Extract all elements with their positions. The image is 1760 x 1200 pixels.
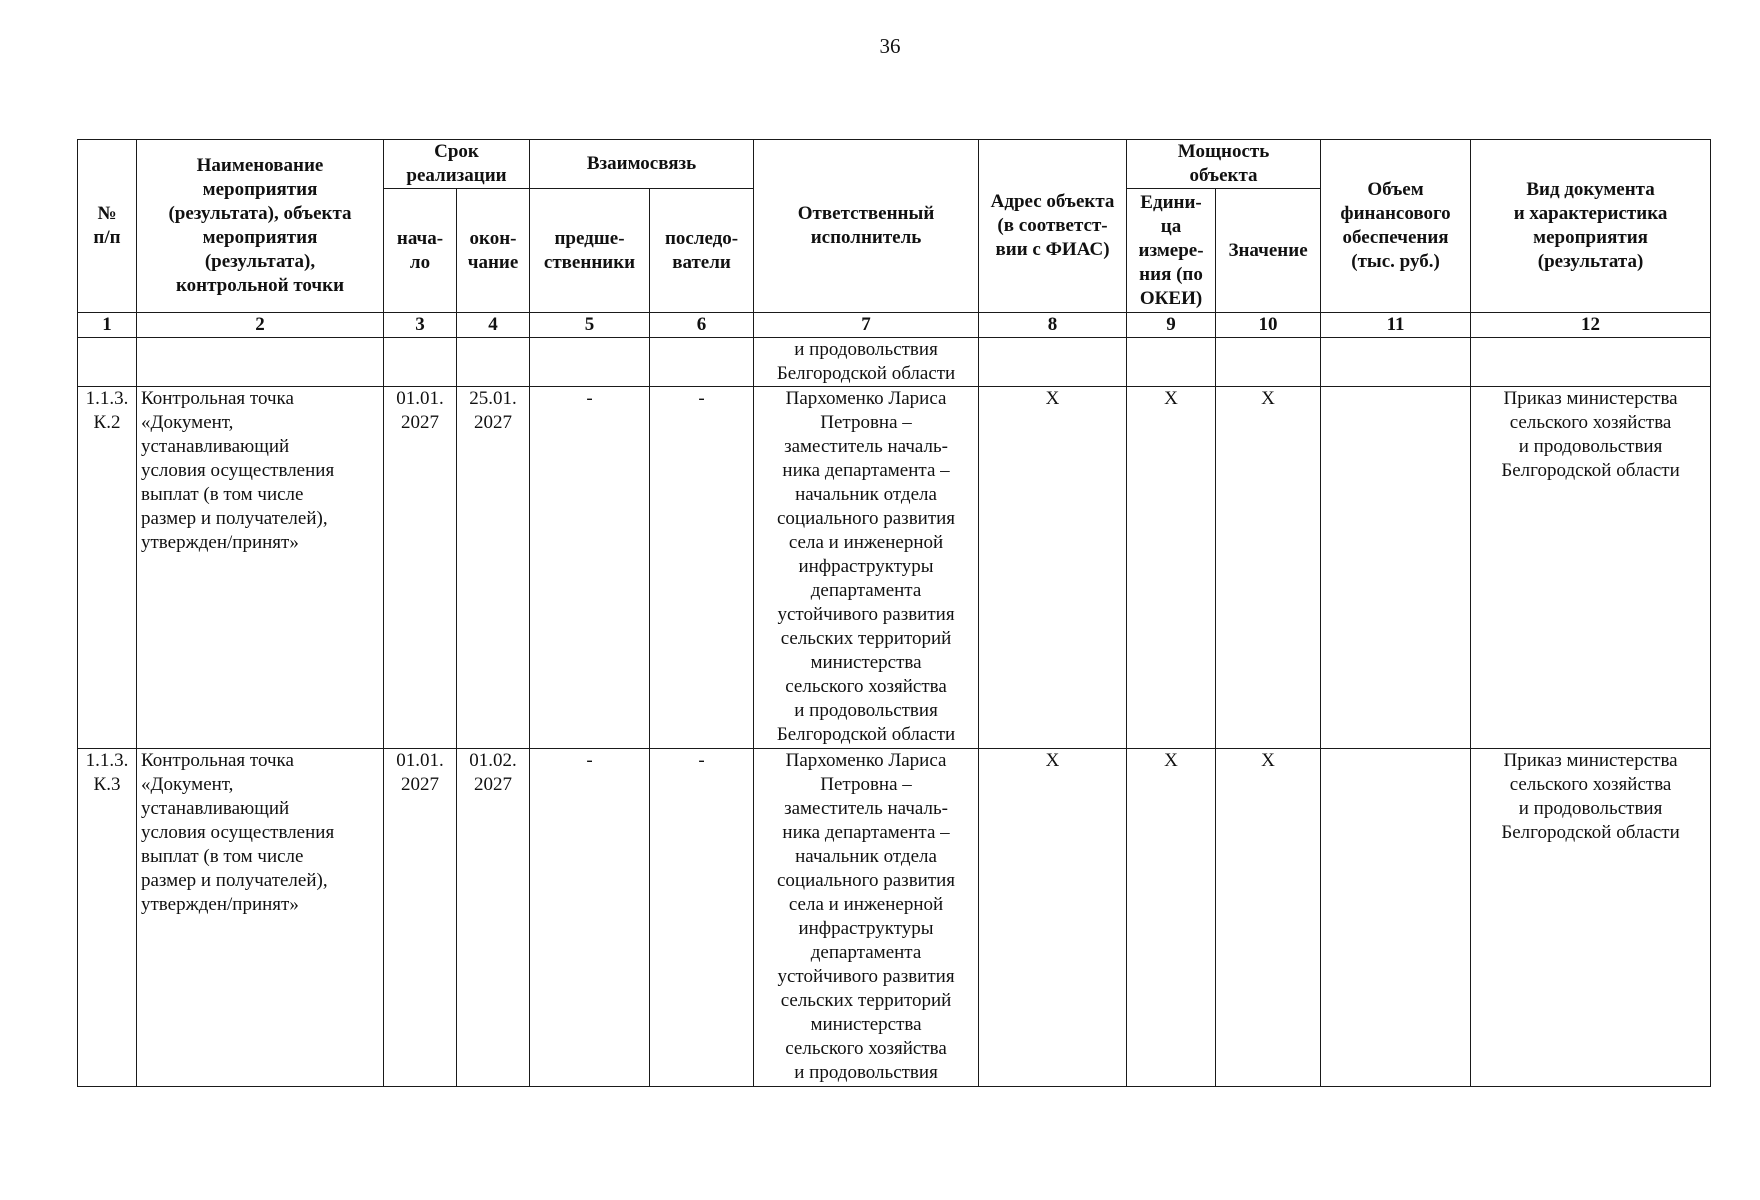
column-number: 11: [1321, 313, 1471, 338]
cell-end: 25.01. 2027: [457, 387, 530, 749]
header-term-end: окон- чание: [457, 189, 530, 313]
column-number: 8: [979, 313, 1127, 338]
column-number: 2: [137, 313, 384, 338]
table-row: [78, 749, 1711, 1087]
header-doc: Вид документа и характеристика мероприятия (результата): [1471, 140, 1711, 313]
header-term-start: нача- ло: [384, 189, 457, 313]
cell-responsible: Пархоменко Лариса Петровна – заместитель началь- ника департамента – начальник отдела социального развития села и инженерной инфраструктуры департамента устойчивого развития сельских территорий министерства сельского хозяйства и продовольствия: [754, 749, 979, 1087]
column-number: 12: [1471, 313, 1711, 338]
column-number: 5: [530, 313, 650, 338]
cell-name: Контрольная точка «Документ, устанавливающий условия осуществления выплат (в том числе размер и получателей), утвержден/принят»: [137, 749, 384, 1087]
header-finance: Объем финансового обеспечения (тыс. руб.): [1321, 140, 1471, 313]
cell-name: Контрольная точка «Документ, устанавливающий условия осуществления выплат (в том числе размер и получателей), утвержден/принят»: [137, 387, 384, 749]
continuation-row: [78, 338, 1711, 387]
header-responsible: Ответственный исполнитель: [754, 140, 979, 313]
cell-responsible: и продовольствия Белгородской области: [754, 338, 979, 387]
header-rel-next: последо- ватели: [650, 189, 754, 313]
table-row: [78, 387, 1711, 749]
column-number: 7: [754, 313, 979, 338]
column-number: 9: [1127, 313, 1216, 338]
cell-next: -: [650, 387, 754, 749]
cell-unit: X: [1127, 387, 1216, 749]
cell-num: 1.1.3. К.2: [78, 387, 137, 749]
cell-responsible: Пархоменко Лариса Петровна – заместитель началь- ника департамента – начальник отдела социального развития села и инженерной инфраструктуры департамента устойчивого развития сельских территорий министерства сельского хозяйства и продовольствия Белгородской области: [754, 387, 979, 749]
cell-address: X: [979, 749, 1127, 1087]
cell-start: 01.01. 2027: [384, 387, 457, 749]
cell-value: X: [1216, 749, 1321, 1087]
cell-prev: -: [530, 387, 650, 749]
cell-end: 01.02. 2027: [457, 749, 530, 1087]
cell-address: X: [979, 387, 1127, 749]
cell-finance: [1321, 749, 1471, 1087]
header-relation: Взаимосвязь: [530, 140, 754, 189]
cell-finance: [1321, 387, 1471, 749]
column-number: 10: [1216, 313, 1321, 338]
header-unit: Едини- ца измере- ния (по ОКЕИ): [1127, 189, 1216, 313]
cell-prev: -: [530, 749, 650, 1087]
activities-table: [77, 139, 1711, 1087]
cell-value: X: [1216, 387, 1321, 749]
cell-doc: Приказ министерства сельского хозяйства и продовольствия Белгородской области: [1471, 387, 1711, 749]
header-num: № п/п: [78, 140, 137, 313]
cell-unit: X: [1127, 749, 1216, 1087]
column-number: 3: [384, 313, 457, 338]
header-rel-prev: предше- ственники: [530, 189, 650, 313]
cell-next: -: [650, 749, 754, 1087]
cell-doc: Приказ министерства сельского хозяйства и продовольствия Белгородской области: [1471, 749, 1711, 1087]
header-term: Срок реализации: [384, 140, 530, 189]
header-capacity: Мощность объекта: [1127, 140, 1321, 189]
column-number: 4: [457, 313, 530, 338]
header-value: Значение: [1216, 189, 1321, 313]
column-numbers-row: [78, 313, 1711, 338]
header-address: Адрес объекта (в соответст- вии с ФИАС): [979, 140, 1127, 313]
cell-start: 01.01. 2027: [384, 749, 457, 1087]
page-number: 36: [879, 34, 901, 58]
header-name: Наименование мероприятия (результата), объекта мероприятия (результата), контрольной точки: [137, 140, 384, 313]
column-number: 1: [78, 313, 137, 338]
cell-num: 1.1.3. К.3: [78, 749, 137, 1087]
column-number: 6: [650, 313, 754, 338]
